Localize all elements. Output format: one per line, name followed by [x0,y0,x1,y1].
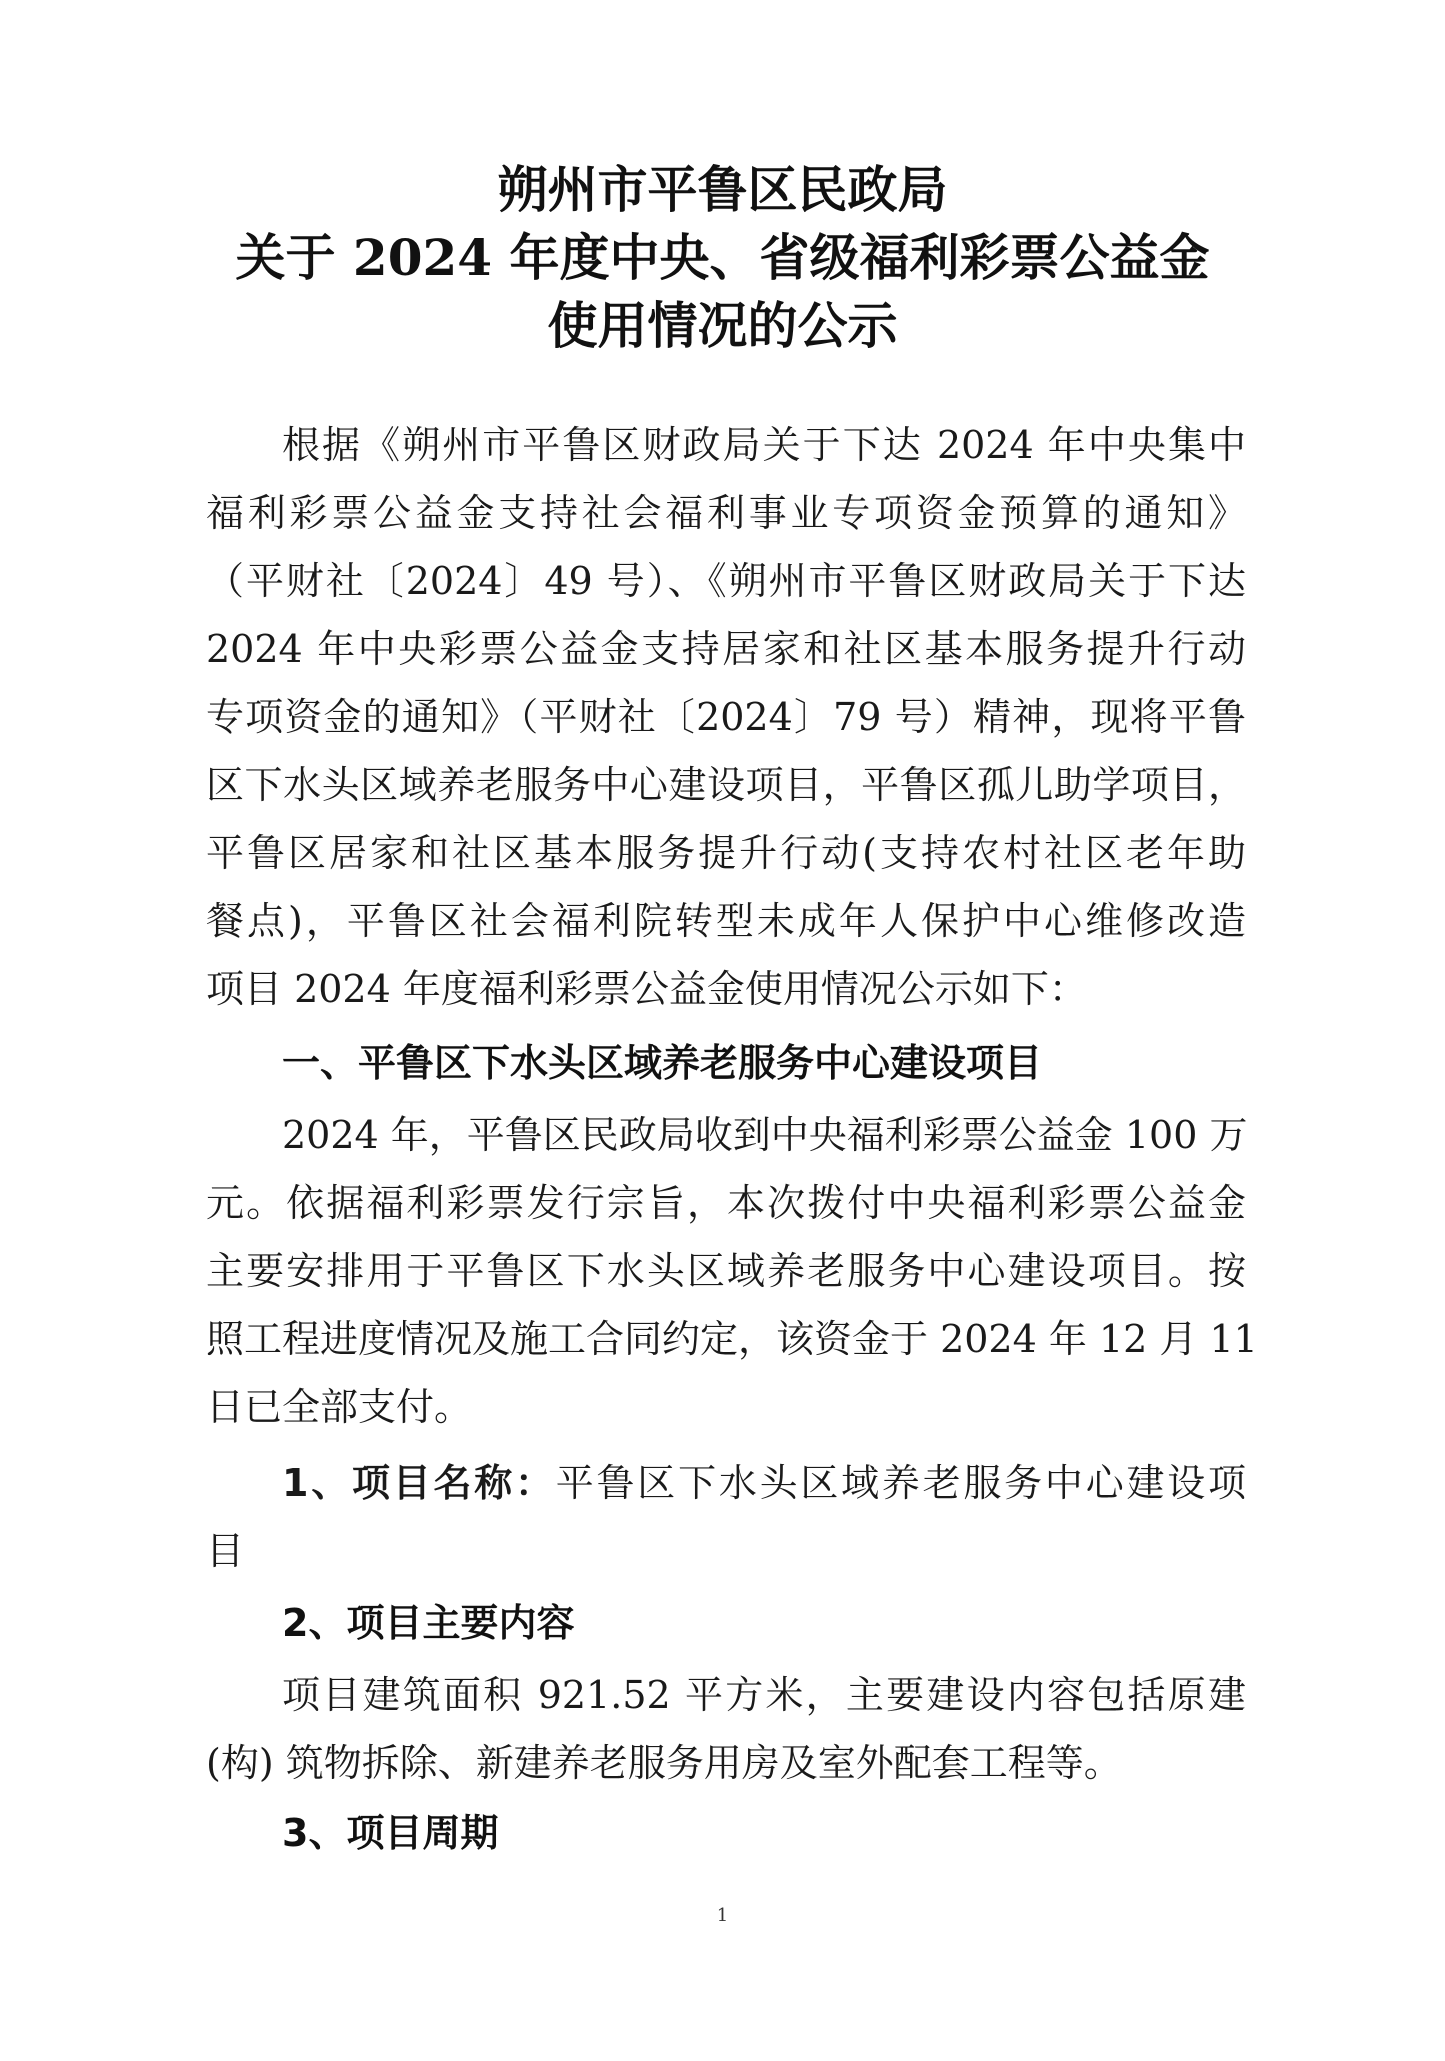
section-1-body-line: 元。依据福利彩票发行宗旨，本次拨付中央福利彩票公益金 [206,1181,1246,1225]
item-1-label: 1、项目名称： [282,1461,556,1505]
intro-line: 专项资金的通知》（平财社〔2024〕79 号）精神，现将平鲁 [206,695,1246,739]
item-2-body-line: (构) 筑物拆除、新建养老服务用房及室外配套工程等。 [206,1741,1122,1785]
section-1-body-line: 日已全部支付。 [206,1385,473,1429]
intro-line: 2024 年中央彩票公益金支持居家和社区基本服务提升行动 [206,627,1246,671]
item-2-heading: 2、项目主要内容 [282,1601,575,1645]
intro-line: 餐点)，平鲁区社会福利院转型未成年人保护中心维修改造 [206,899,1246,943]
intro-line: 福利彩票公益金支持社会福利事业专项资金预算的通知》 [206,491,1246,535]
intro-line: 平鲁区居家和社区基本服务提升行动(支持农村社区老年助 [206,831,1246,875]
item-2-body-line: 项目建筑面积 921.52 平方米，主要建设内容包括原建 [282,1673,1246,1717]
item-1-value-continuation: 目 [206,1529,245,1573]
section-1-body-line: 2024 年，平鲁区民政局收到中央福利彩票公益金 100 万 [282,1113,1248,1157]
document-title-line-3: 使用情况的公示 [547,296,898,355]
intro-line: （平财社〔2024〕49 号）、《朔州市平鲁区财政局关于下达 [206,559,1246,603]
section-1-heading: 一、平鲁区下水头区域养老服务中心建设项目 [282,1041,1043,1085]
item-1-value: 平鲁区下水头区域养老服务中心建设项 [555,1461,1246,1505]
item-1-project-name [282,1458,1246,1508]
intro-line: 区下水头区域养老服务中心建设项目，平鲁区孤儿助学项目， [206,763,1246,807]
page-number: 1 [716,1905,729,1926]
intro-line: 根据《朔州市平鲁区财政局关于下达 2024 年中央集中 [282,423,1246,467]
section-1-body-line: 主要安排用于平鲁区下水头区域养老服务中心建设项目。按 [206,1249,1246,1293]
document-title-line-1: 朔州市平鲁区民政局 [497,160,948,219]
item-3-heading: 3、项目周期 [282,1811,499,1855]
section-1-body-line: 照工程进度情况及施工合同约定，该资金于 2024 年 12 月 11 [206,1317,1258,1361]
intro-line: 项目 2024 年度福利彩票公益金使用情况公示如下： [206,967,1087,1011]
document-title-line-2: 关于 2024 年度中央、省级福利彩票公益金 [235,228,1210,287]
